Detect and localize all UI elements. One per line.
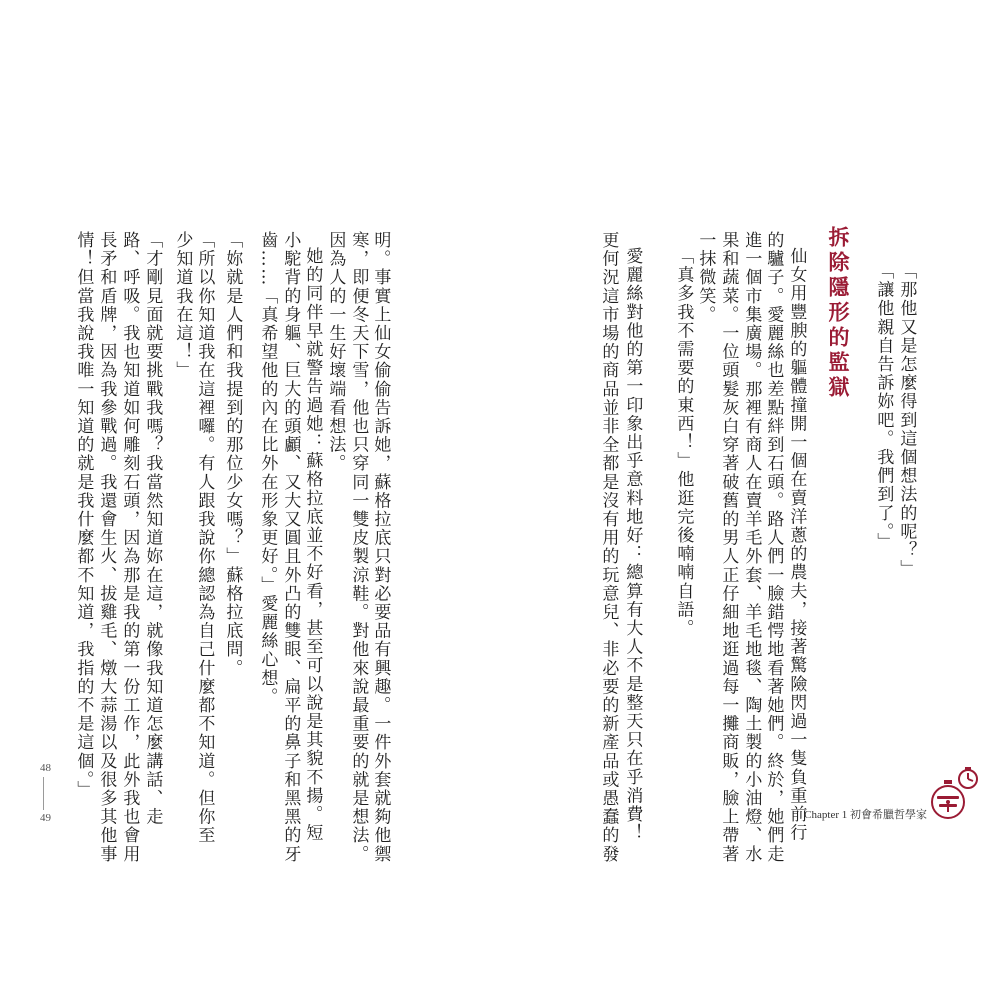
body-line: 因為人的一生好壞端看想法。	[325, 231, 346, 473]
dialogue-line: 「所以你知道我在這裡囉。有人跟我說你總認為自己什麼都不知道。但你至	[194, 231, 215, 845]
body-line: 寒，即便冬天下雪，他也只穿同一雙皮製涼鞋。對他來說最重要的就是想法。	[348, 231, 369, 864]
dialogue-line: 長矛和盾牌，因為我參戰過。我還會生火、拔雞毛、燉大蒜湯以及很多其他事	[96, 231, 117, 864]
body-line: 明。事實上仙女偷偷告訴她，蘇格拉底只對必要品有興趣。一件外套就夠他禦	[370, 231, 391, 864]
body-line: 「真多我不需要的東西！」他逛完後喃喃自語。	[673, 247, 694, 638]
body-line: 進一個市集廣場。那裡有商人在賣羊毛外套、羊毛地毯、陶土製的小油燈、水	[741, 231, 762, 864]
body-line: 小駝背的身軀、巨大的頭顱、又大又圓且外凸的雙眼、扁平的鼻子和黑黑的牙	[280, 231, 301, 864]
dialogue-line: 路、呼吸。我也知道如何雕刻石頭，因為那是我的第一份工作，此外我也會用	[119, 231, 140, 864]
dialogue-line: 「那他又是怎麼得到這個想法的呢？」	[896, 262, 917, 579]
page-number-left: 48	[40, 762, 51, 774]
body-line: 一抹微笑。	[695, 231, 716, 324]
body-line: 仙女用豐腴的軀體撞開一個在賣洋蔥的農夫，接著驚險閃過一隻負重前行	[786, 247, 807, 843]
body-line: 的驢子。愛麗絲也差點絆到石頭。路人們一臉錯愕地看著她們。終於，她們走	[763, 231, 784, 864]
page-number-divider	[43, 777, 44, 810]
dialogue-line: 少知道我在這！」	[172, 231, 193, 380]
body-line: 齒……「真希望他的內在比外在形象更好。」愛麗絲心想。	[257, 231, 278, 707]
section-heading: 拆除隱形的監獄	[826, 226, 851, 401]
body-line: 愛麗絲對他的第一印象出乎意料地好：總算有大人不是整天只在乎消費！	[622, 247, 643, 843]
stopwatch-icon	[928, 766, 980, 824]
dialogue-line: 「妳就是人們和我提到的那位少女嗎？」蘇格拉底問。	[222, 231, 243, 678]
page-number-right: 49	[40, 812, 51, 824]
dialogue-line: 「讓他親自告訴妳吧。我們到了。」	[873, 262, 894, 552]
dialogue-line: 情！但當我說我唯一知道的就是我什麼都不知道，我指的不是這個。」	[73, 231, 94, 800]
body-line: 果和蔬菜。一位頭髮灰白穿著破舊的男人正仔細地逛過每一攤商販，臉上帶著	[718, 231, 739, 864]
dialogue-line: 「才剛見面就要挑戰我嗎？我當然知道妳在這，就像我知道怎麼講話、走	[142, 231, 163, 827]
chapter-running-head: Chapter 1 初會希臘哲學家	[804, 809, 927, 821]
body-line: 她的同伴早就警告過她：蘇格拉底並不好看，甚至可以說是其貌不揚。短	[302, 247, 323, 843]
body-line: 更何況這市場的商品並非全都是沒有用的玩意兒、非必要的新產品或愚蠢的發	[598, 231, 619, 864]
